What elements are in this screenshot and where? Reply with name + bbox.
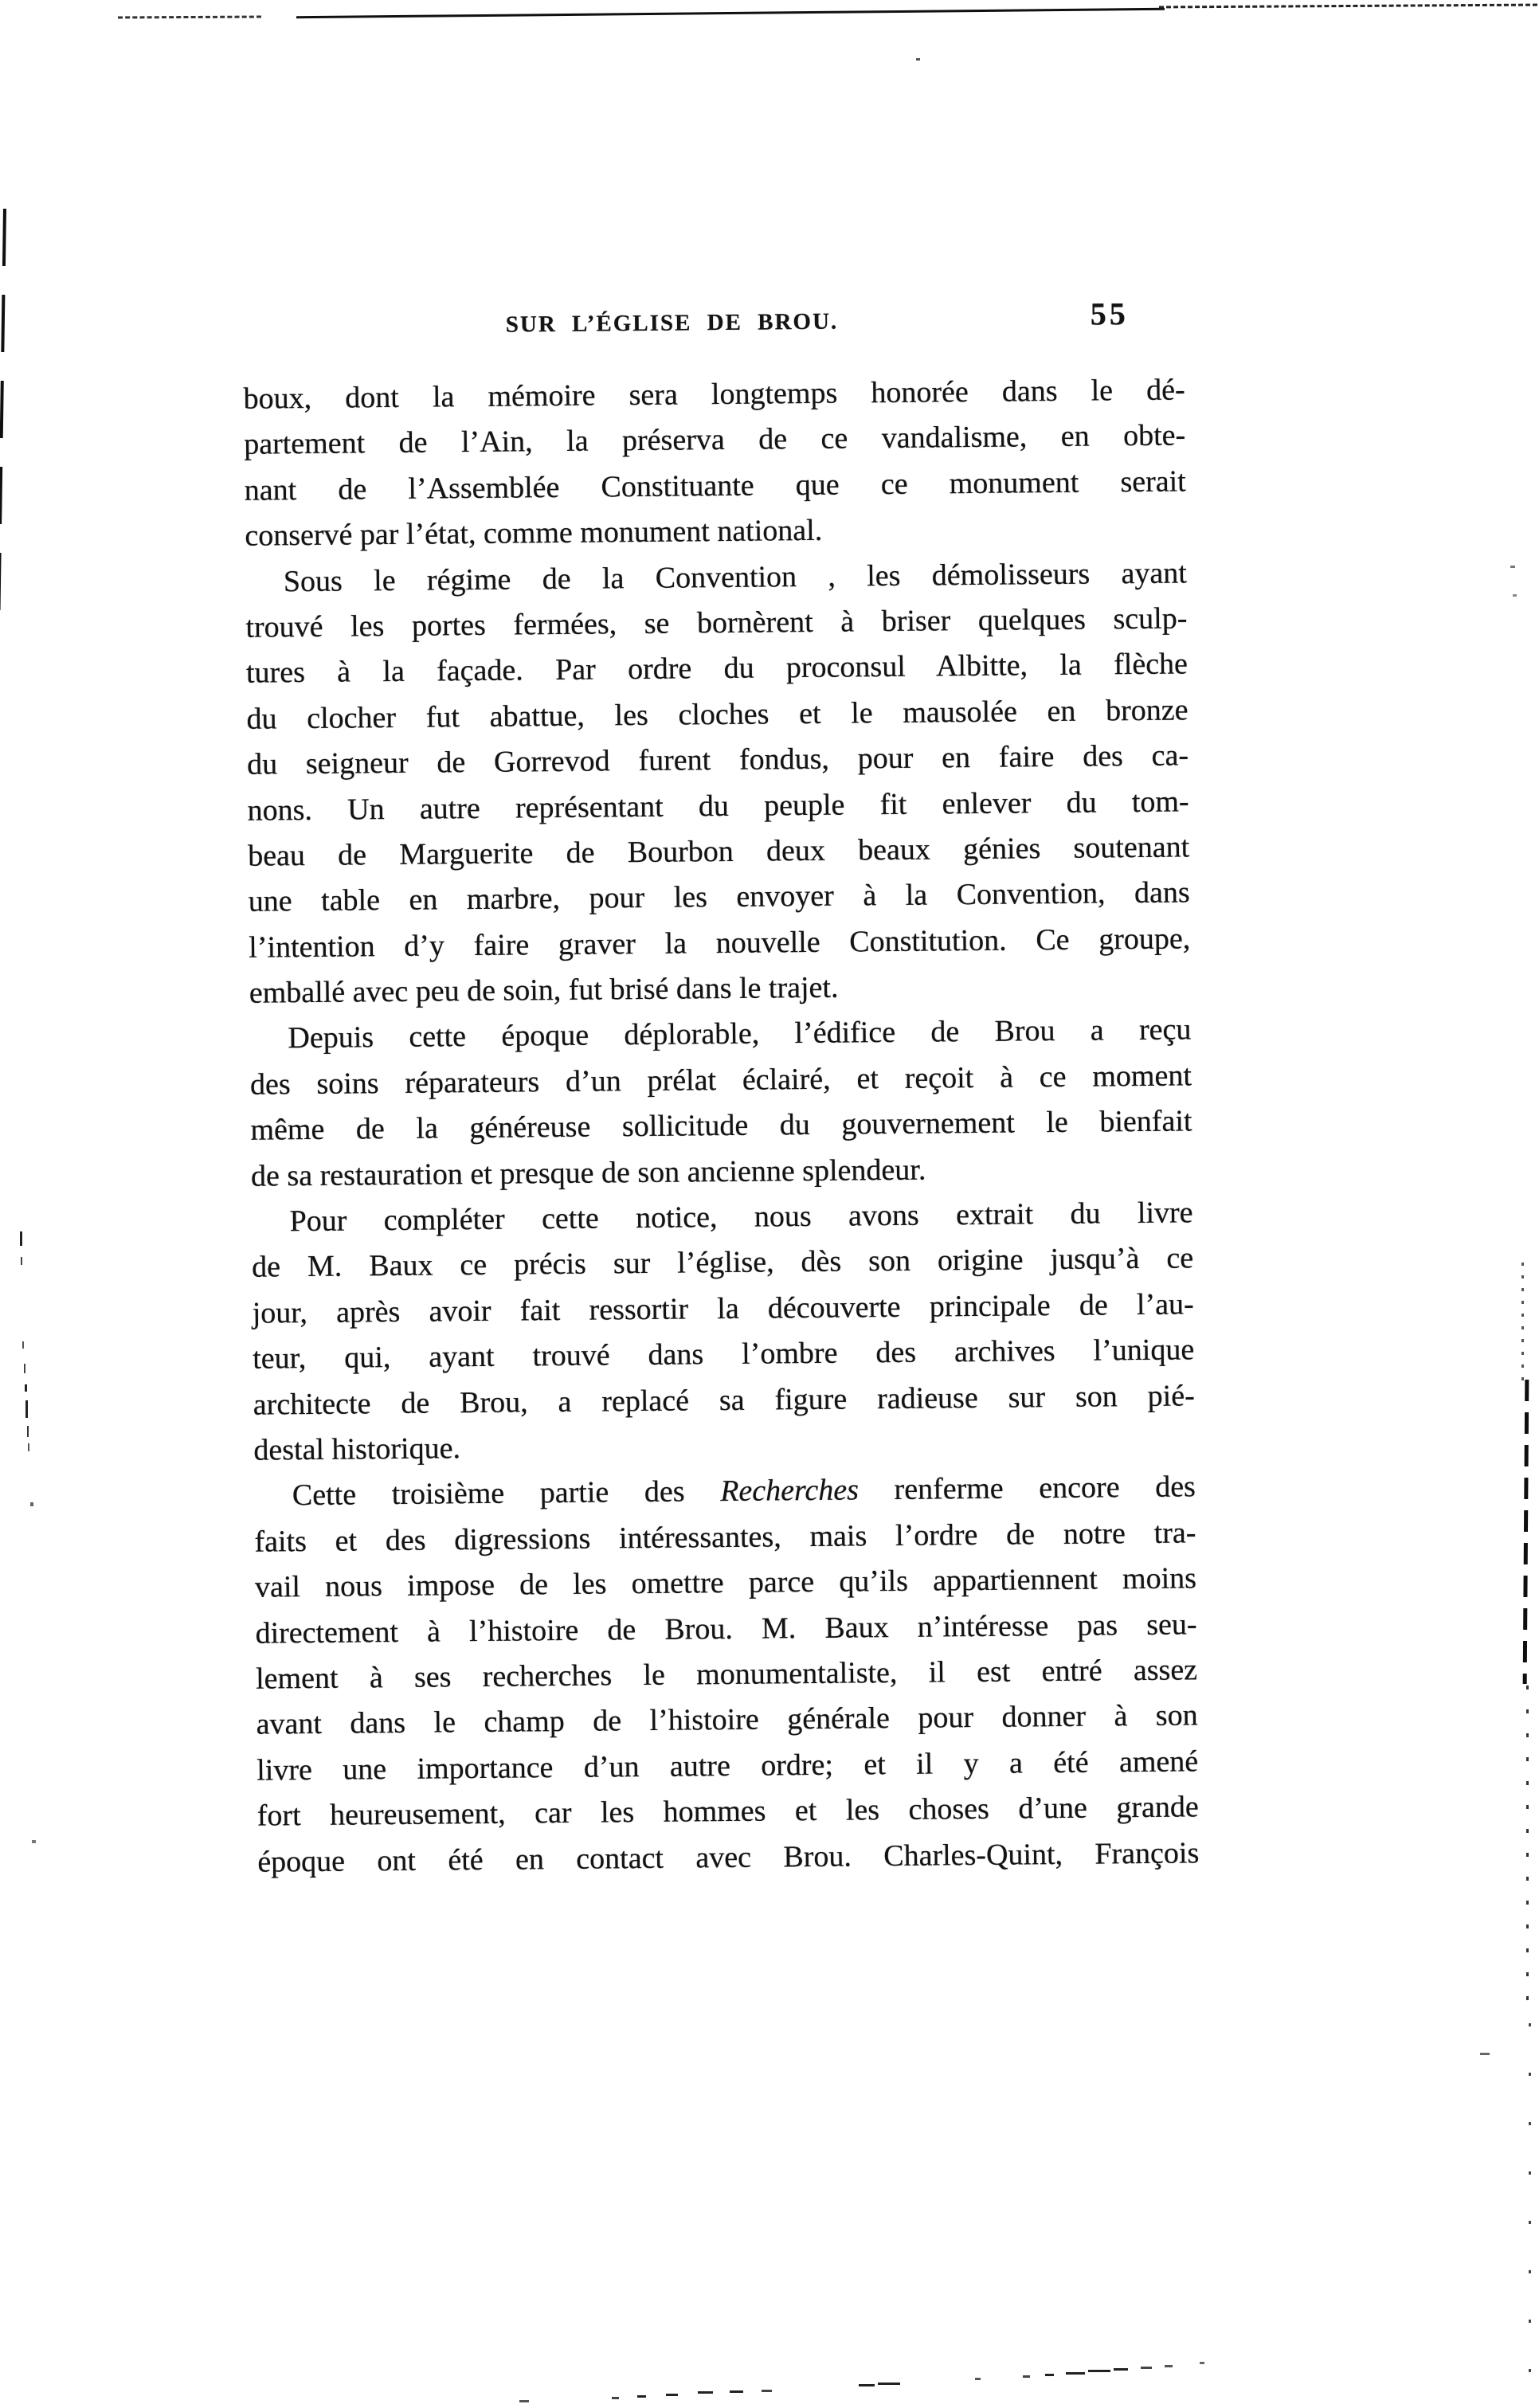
text-segment: lement à ses recherches le monumentaliste, il est entré assez [255, 1653, 1198, 1696]
page-header-title: SUR L’ÉGLISE DE BROU. [505, 308, 839, 338]
text-segment: époque ont été en contact avec Brou. Charles-Quint, François [257, 1835, 1200, 1879]
scan-gutter-tick [24, 1364, 25, 1373]
text-segment: nons. Un autre représentant du peuple fit enlever du tom- [247, 784, 1189, 828]
text-segment: partement de l’Ain, la préserva de ce vandalisme, en obte- [244, 418, 1186, 462]
scan-gutter-tick [32, 1840, 36, 1843]
scan-bottom-edge-dash [730, 2390, 743, 2393]
scan-right-edge-line [1523, 1380, 1529, 1684]
scan-bottom-edge-dash [878, 2383, 900, 2385]
text-segment: boux, dont la mémoire sera longtemps honorée dans le dé- [243, 373, 1185, 416]
text-segment: fort heureusement, car les hommes et les choses d’une grande [256, 1790, 1199, 1833]
text-segment: conservé par l’état, comme monument national. [245, 513, 823, 553]
text-segment: une table en marbre, pour les envoyer à la Convention, dans [248, 875, 1190, 919]
text-line [257, 1784, 1199, 1839]
text-segment: teur, qui, ayant trouvé dans l’ombre des archives l’unique [253, 1333, 1195, 1376]
text-line [249, 916, 1190, 971]
scan-gutter-tick [28, 1443, 29, 1451]
text-segment: Pour compléter cette notice, nous avons extrait du livre [289, 1196, 1193, 1239]
scan-gutter-tick [25, 1384, 27, 1392]
text-line [247, 734, 1189, 789]
text-segment: nant de l’Assemblée Constituante que ce monument serait [244, 464, 1186, 507]
scan-bottom-edge-dash [1141, 2367, 1152, 2369]
scan-right-edge-dots [1526, 1686, 1529, 2020]
text-segment: destal historique. [253, 1431, 461, 1467]
scan-right-edge-dots [1521, 1263, 1524, 1382]
text-segment: même de la généreuse sollicitude du gouvernement le bienfait [250, 1104, 1192, 1147]
text-segment: vail nous impose de les omettre parce qu’ils appartiennent moins [254, 1561, 1197, 1604]
scan-gutter-tick [21, 1257, 22, 1265]
scan-gutter-tick [20, 1231, 22, 1246]
text-segment: Cette troisième partie des [292, 1474, 721, 1513]
scan-bottom-edge-dash [1088, 2370, 1110, 2372]
scan-bottom-edge-dash [1023, 2375, 1030, 2378]
scan-bottom-edge-dash [975, 2378, 981, 2380]
scan-bottom-edge-dash [1045, 2374, 1054, 2376]
scan-right-edge-dots [1529, 2023, 1531, 2406]
scan-top-edge-line [296, 8, 1165, 18]
text-segment: avant dans le champ de l’histoire générale pour donner à son [256, 1698, 1198, 1742]
scan-speck [1510, 566, 1515, 568]
text-line [255, 1556, 1196, 1611]
text-line [253, 1328, 1194, 1383]
text-segment: Sous le régime de la Convention , les démolisseurs ayant [283, 555, 1188, 598]
text-segment: du seigneur de Gorrevod furent fondus, pour en faire des ca- [246, 738, 1189, 781]
scan-speck [1480, 2053, 1490, 2055]
text-line [257, 1830, 1199, 1885]
text-segment: l’intention d’y faire graver la nouvelle Constitution. Ce groupe, [249, 922, 1191, 965]
text-segment: jour, après avoir fait ressortir la découverte principale de l’au- [252, 1287, 1194, 1330]
scan-bottom-edge-dash [637, 2395, 646, 2398]
scan-bottom-edge-dash [859, 2384, 875, 2386]
text-block [243, 367, 1199, 1885]
italic-text: Recherches [720, 1473, 860, 1509]
text-segment: de sa restauration et presque de son ancienne splendeur. [250, 1153, 926, 1193]
scan-gutter-tick [30, 1502, 33, 1506]
scan-bottom-edge-dash [1066, 2372, 1085, 2375]
scan-bottom-edge-dash [698, 2391, 713, 2394]
page-content [243, 296, 1200, 1885]
scan-top-edge-fragment [118, 16, 261, 19]
text-segment: beau de Marguerite de Bourbon deux beaux génies soutenant [248, 830, 1190, 873]
text-segment: trouvé les portes fermées, se bornèrent à briser quelques sculp- [245, 601, 1188, 644]
scan-gutter-tick [25, 1400, 28, 1418]
scan-speck [1513, 594, 1517, 597]
scan-bottom-edge-dash [519, 2400, 529, 2402]
scan-gutter-dashed-line [0, 209, 6, 1166]
scan-bottom-edge-dash [666, 2394, 678, 2396]
text-segment: de M. Baux ce précis sur l’église, dès son origine jusqu’à ce [251, 1241, 1194, 1285]
text-segment: architecte de Brou, a replacé sa figure radieuse sur son pié- [253, 1378, 1195, 1422]
text-segment: directement à l’histoire de Brou. M. Baux n’intéresse pas seu- [255, 1607, 1197, 1650]
scan-gutter-tick [27, 1426, 29, 1437]
running-head [243, 296, 1185, 376]
text-segment: Depuis cette époque déplorable, l’édifice de Brou a reçu [288, 1012, 1192, 1055]
scan-bottom-edge-dash [1200, 2362, 1204, 2364]
text-segment: livre une importance d’un autre ordre; et il y a été amené [256, 1744, 1199, 1787]
text-segment: faits et des digressions intéressantes, mais l’ordre de notre tra- [254, 1516, 1196, 1559]
text-line [250, 1099, 1192, 1154]
page-number: 55 [1090, 296, 1129, 332]
text-segment: emballé avec peu de soin, fut brisé dans le trajet. [249, 970, 839, 1010]
text-segment: renferme encore des [858, 1470, 1196, 1507]
scan-gutter-tick [22, 1341, 24, 1349]
text-segment: du clocher fut abattue, les cloches et le mausolée en bronze [246, 693, 1189, 736]
text-segment: tures à la façade. Par ordre du proconsul Albitte, la flèche [245, 647, 1189, 691]
text-segment: des soins réparateurs d’un prélat éclairé, et reçoit à ce moment [249, 1059, 1192, 1102]
text-line [253, 1373, 1195, 1428]
scan-bottom-edge-dash [1165, 2365, 1173, 2367]
scan-bottom-edge-dash [762, 2390, 772, 2392]
text-line [245, 459, 1186, 514]
scan-top-edge-dashes [1159, 4, 1537, 9]
scan-bottom-edge-dash [1114, 2368, 1128, 2371]
scan-speck [916, 58, 920, 61]
scan-bottom-edge-dash [612, 2397, 619, 2399]
